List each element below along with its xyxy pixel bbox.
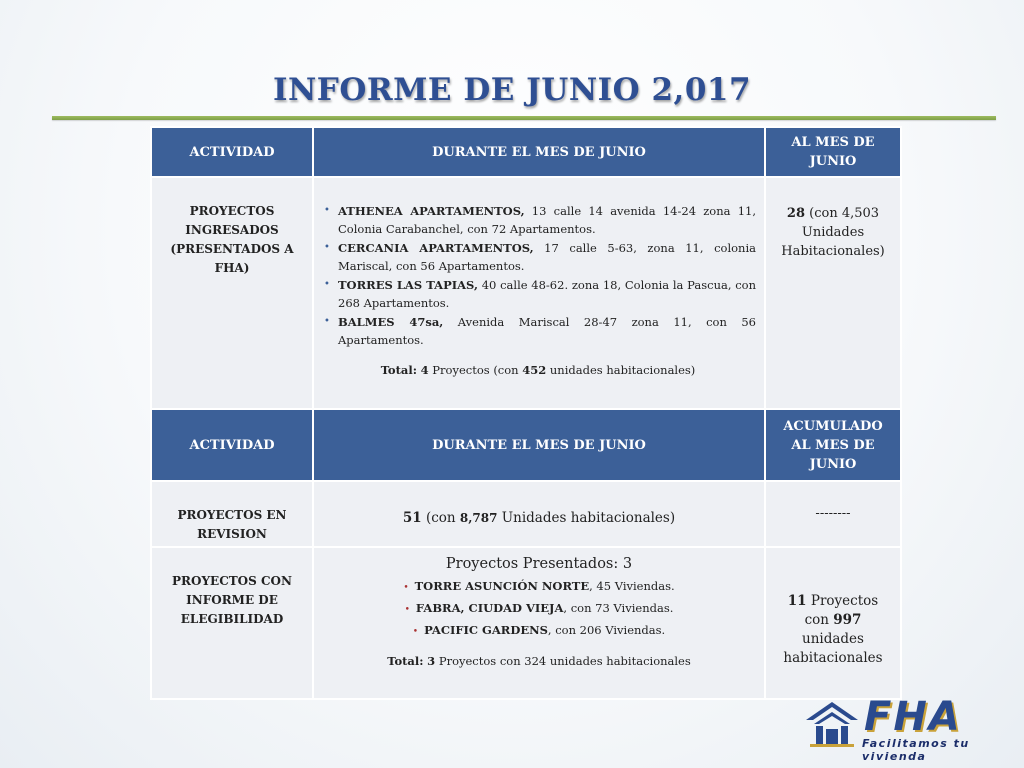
table2-row-elegibilidad: [151, 547, 901, 699]
table1-header-row: [151, 127, 901, 177]
list-item: • PACIFIC GARDENS, con 206 Viviendas.: [412, 623, 666, 637]
header-actividad-2: ACTIVIDAD: [151, 409, 313, 481]
activity-ingresados: PROYECTOS INGRESADOS (PRESENTADOS A FHA): [151, 177, 313, 409]
list-item: • FABRA, CIUDAD VIEJA, con 73 Viviendas.: [404, 601, 674, 615]
revision-accum: --------: [765, 481, 901, 547]
header-actividad: ACTIVIDAD: [151, 127, 313, 177]
table2-header-row: [151, 409, 901, 481]
list-item: • BALMES 47sa, Avenida Mariscal 28-47 zona 11, con 56 Apartamentos.: [324, 315, 756, 347]
ingresados-details: [313, 177, 765, 409]
table1-row-ingresados: [151, 177, 901, 409]
table2-row-revision: [151, 481, 901, 547]
elegibilidad-details: [313, 547, 765, 699]
page-title: INFORME DE JUNIO 2,017: [272, 72, 752, 108]
revision-details: 51 (con 8,787 Unidades habitacionales): [313, 481, 765, 547]
ingresados-accum: 28 (con 4,503 Unidades Habitacionales): [765, 177, 901, 409]
activity-elegibilidad: PROYECTOS CON INFORME DE ELEGIBILIDAD: [151, 547, 313, 699]
elegibilidad-total: Total: 3 Proyectos con 324 unidades habitacionales: [387, 654, 691, 668]
elegibilidad-accum: 11 Proyectos con 997 unidades habitacionales: [765, 547, 901, 699]
presented-heading: Proyectos Presentados: 3: [445, 556, 633, 572]
activity-revision: PROYECTOS EN REVISION: [151, 481, 313, 547]
header-al-mes: AL MES DE JUNIO: [765, 127, 901, 177]
list-item: • ATHENEA APARTAMENTOS, 13 calle 14 avenida 14-24 zona 11, Colonia Carabanchel, con 72 Apartamentos.: [324, 204, 756, 236]
ingresados-total: Total: 4 Proyectos (con 452 unidades habitacionales): [380, 363, 696, 377]
header-durante-2: DURANTE EL MES DE JUNIO: [313, 409, 765, 481]
list-item: • TORRE ASUNCIÓN NORTE, 45 Viviendas.: [403, 579, 675, 593]
header-durante: DURANTE EL MES DE JUNIO: [313, 127, 765, 177]
logo-tagline: Facilitamos tu vivienda: [862, 737, 970, 763]
elegibilidad-list: [314, 576, 764, 642]
ingresados-list: [320, 202, 756, 349]
list-item: • TORRES LAS TAPIAS, 40 calle 48-62. zona 18, Colonia la Pascua, con 268 Apartamentos.: [324, 278, 757, 310]
list-item: • CERCANIA APARTAMENTOS, 17 calle 5-63, zona 11, colonia Mariscal, con 56 Apartamentos.: [324, 241, 756, 273]
header-acumulado: ACUMULADO AL MES DE JUNIO: [765, 409, 901, 481]
title-underline: [52, 116, 996, 120]
report-table: [150, 126, 902, 700]
fha-logo: [802, 694, 1012, 763]
logo-text: FHA: [864, 694, 962, 740]
